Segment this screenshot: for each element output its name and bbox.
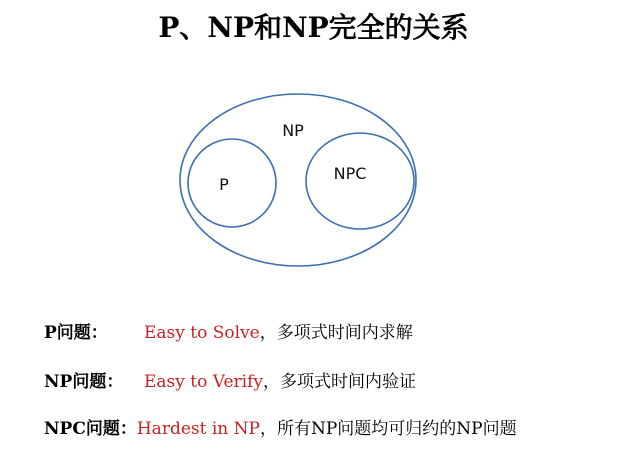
- p-set-circle: [188, 139, 276, 227]
- npc-problem-row: [44, 414, 517, 439]
- p-label: P: [219, 175, 229, 194]
- np-set-ellipse: [180, 94, 416, 266]
- np-problem-label: NP问题：: [44, 372, 124, 392]
- npc-label: NPC: [333, 164, 367, 183]
- np-label: NP: [282, 121, 304, 140]
- slide-title: P、NP和NP完全的关系: [158, 11, 469, 44]
- p-problem-label: P问题：: [44, 323, 108, 343]
- p-problem-description: ，多项式时间内求解: [259, 323, 413, 343]
- np-problem-highlight: Easy to Verify: [144, 372, 263, 392]
- p-problem-row: [44, 318, 413, 343]
- np-problem-description: ，多项式时间内验证: [262, 372, 416, 392]
- np-problem-row: [44, 367, 416, 392]
- npc-problem-label: NPC问题：: [44, 419, 137, 439]
- p-problem-highlight: Easy to Solve: [144, 323, 260, 343]
- npc-problem-highlight: Hardest in NP: [136, 419, 260, 439]
- npc-problem-description: ，所有NP问题均可归约的NP问题: [259, 419, 517, 439]
